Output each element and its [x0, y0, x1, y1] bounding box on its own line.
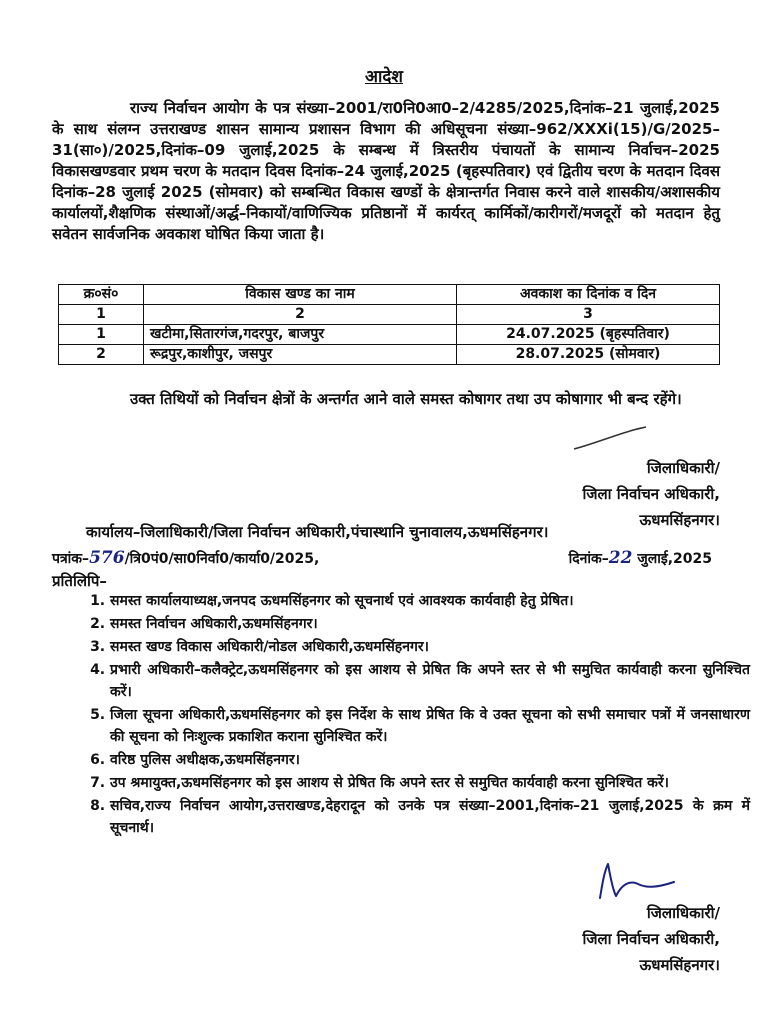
- table-numbering-row: [59, 305, 720, 325]
- date-suffix: जुलाई,2025: [637, 551, 712, 567]
- row-serial: 2: [59, 345, 144, 365]
- holiday-schedule-table: [58, 284, 720, 365]
- signatory-title: जिलाधिकारी/: [646, 459, 720, 477]
- signatory-designation: जिला निर्वाचन अधिकारी,: [582, 485, 720, 503]
- signature-block-2: [480, 900, 720, 978]
- ref-number-handwritten: 576: [89, 548, 125, 568]
- order-body: राज्य निर्वाचन आयोग के पत्र संख्या–2001/रा0नि0आ0–2/4285/2025,दिनांक–21 जुलाई,2025 के साथ संलग्न उत्तराखण्ड शासन सामान्य प्रशासन विभाग की अधिसूचना संख्या–962/XXXi(15)/G/2025–31(सा०)/2025,दिनांक–09 जुलाई,2025 के सम्बन्ध में त्रिस्तरीय पंचायतों के सामान्य निर्वाचन–2025 विकासखण्डवार प्रथम चरण के मतदान दिवस दिनांक–24 जुलाई,2025 (बृहस्पतिवार) एवं द्वितीय चरण के मतदान दिवस दिनांक–28 जुलाई 2025 (सोमवार) को सम्बन्धित विकास खण्डों के क्षेत्रान्तर्गत निवास करने वाले शासकीय/अशासकीय कार्यालयों,शैक्षणिक संस्थाओं/अर्द्ध–निकायों/वाणिज्यिक प्रतिष्ठानों में कार्यरत् कार्मिकों/कारीगरों/मजदूरों को मतदान हेतु सवेतन सार्वजनिक अवकाश घोषित किया जाता है।: [52, 99, 720, 243]
- table-header-row: [59, 285, 720, 305]
- ref-suffix: /त्रि0पं0/सा0निर्वा0/कार्या0/2025,: [124, 551, 320, 567]
- numbering-cell: 2: [144, 305, 457, 325]
- list-item: 2. समस्त निर्वाचन अधिकारी,ऊधमसिंहनगर।: [110, 613, 750, 635]
- signature-scribble-icon: [570, 425, 650, 455]
- row-serial: 1: [59, 325, 144, 345]
- header-serial: क्र०सं०: [59, 285, 144, 305]
- numbering-cell: 3: [457, 305, 720, 325]
- row-date: 24.07.2025 (बृहस्पतिवार): [457, 325, 720, 345]
- signatory-designation: जिला निर्वाचन अधिकारी,: [582, 930, 720, 948]
- table-row: [59, 345, 720, 365]
- signatory-title: जिलाधिकारी/: [646, 904, 720, 922]
- header-block-name: विकास खण्ड का नाम: [144, 285, 457, 305]
- office-line: कार्यालय–जिलाधिकारी/जिला निर्वाचन अधिकारी,पंचास्थानि चुनावालय,ऊधमसिंहनगर।: [86, 523, 549, 541]
- row-date: 28.07.2025 (सोमवार): [457, 345, 720, 365]
- reference-line: [52, 548, 722, 568]
- list-item: 6. वरिष्ठ पुलिस अधीक्षक,ऊधमसिंहनगर।: [110, 749, 750, 771]
- ref-prefix: पत्रांक–: [52, 551, 90, 567]
- signatory-district: ऊधमसिंहनगर।: [639, 956, 720, 974]
- list-item: 5. जिला सूचना अधिकारी,ऊधमसिंहनगर को इस निर्देश के साथ प्रेषित कि वे उक्त सूचना को सभी समाचार पत्रों में जनसाधारण की सूचना को निःशुल्क प्रकाशित कराना सुनिश्चित करें।: [110, 704, 750, 748]
- table-row: [59, 325, 720, 345]
- list-item: 7. उप श्रमायुक्त,ऊधमसिंहनगर को इस आशय से प्रेषित कि अपने स्तर से समुचित कार्यवाही करना सुनिश्चित करें।: [110, 772, 750, 794]
- date-handwritten: 22: [608, 548, 633, 568]
- list-item: 3. समस्त खण्ड विकास अधिकारी/नोडल अधिकारी,ऊधमसिंहनगर।: [110, 636, 750, 658]
- row-blocks: खटीमा,सितारगंज,गदरपुर, बाजपुर: [144, 325, 457, 345]
- header-holiday-date: अवकाश का दिनांक व दिन: [457, 285, 720, 305]
- row-blocks: रूद्रपुर,काशीपुर, जसपुर: [144, 345, 457, 365]
- list-item: 4. प्रभारी अधिकारी–कलैक्ट्रेट,ऊधमसिंहनगर को इस आशय से प्रेषित कि अपने स्तर से भी समुचित कार्यवाही करना सुनिश्चित करें।: [110, 659, 750, 703]
- closing-paragraph: उक्त तिथियों को निर्वाचन क्षेत्रों के अन्तर्गत आने वाले समस्त कोषागर तथा उप कोषागार भी बन्द रहेंगे।: [130, 390, 682, 408]
- copy-heading: प्रतिलिपि–: [52, 572, 107, 590]
- title-text: आदेश: [365, 67, 403, 87]
- signatory-district: ऊधमसिंहनगर।: [639, 511, 720, 529]
- copy-list: [82, 590, 750, 840]
- signature-icon: [590, 858, 680, 902]
- document-title: [0, 64, 768, 87]
- numbering-cell: 1: [59, 305, 144, 325]
- letter-date: [569, 548, 712, 568]
- list-item: 8. सचिव,राज्य निर्वाचन आयोग,उत्तराखण्ड,देहरादून को उनके पत्र संख्या–2001,दिनांक–21 जुलाई,2025 के क्रम में सूचनार्थ।: [110, 795, 750, 839]
- letter-number: [52, 548, 319, 568]
- date-prefix: दिनांक–: [568, 551, 609, 567]
- list-item: 1. समस्त कार्यालयाध्यक्ष,जनपद ऊधमसिंहनगर को सूचनार्थ एवं आवश्यक कार्यवाही हेतु प्रेषित।: [110, 590, 750, 612]
